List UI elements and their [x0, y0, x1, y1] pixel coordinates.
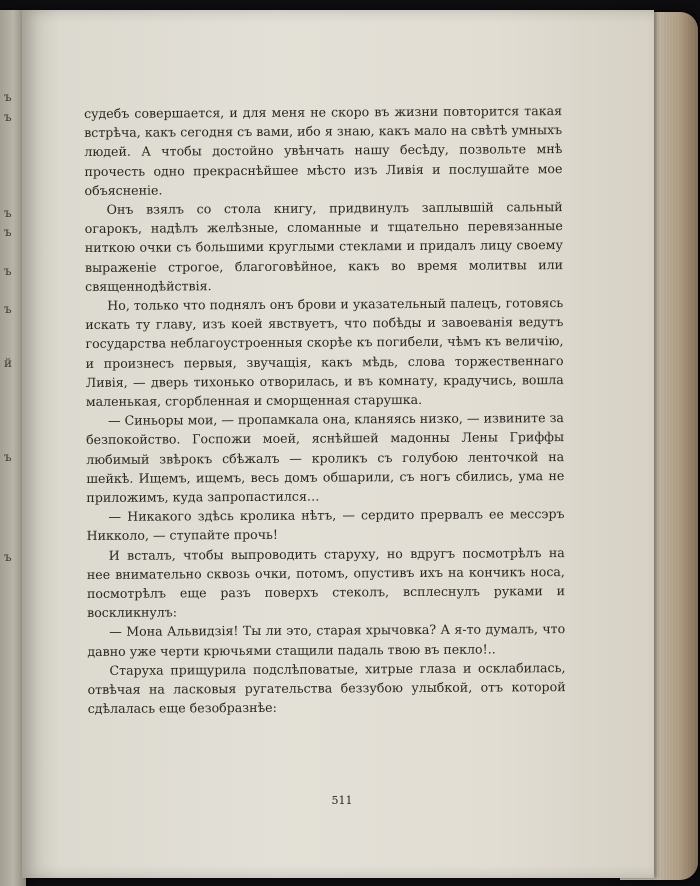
book-page — [22, 10, 654, 878]
page-text — [84, 101, 566, 718]
paragraph: Старуха прищурила подслѣповатые, хитрые глаза и осклабилась, отвѣчая на ласковыя ругательства беззубою улыбкой, отъ которой сдѣлалась еще безобразнѣе: — [87, 659, 566, 717]
page-number: 511 — [331, 794, 353, 807]
edge-letter: ъ — [4, 90, 12, 104]
paragraph: — Никакого здѣсь кролика нѣтъ, — сердито прервалъ ее мессэръ Никколо, — ступайте прочь! — [86, 506, 565, 544]
edge-letter: ъ — [4, 110, 12, 124]
paragraph: Онъ взялъ со стола книгу, придвинулъ заплывшій сальный огарокъ, надѣлъ желѣзные, сломанные и тщательно перевязанные ниткою очки съ большими круглыми стеклами и придалъ лицу своему выраженіе строгое, благоговѣйное, какъ во время молитвы или священнодѣйствія. — [84, 199, 564, 294]
paragraph: — Мона Альвидзія! Ты ли это, старая хрычовка? А я-то думалъ, что давно уже черти крючьями стащили падаль твою въ пекло!.. — [87, 621, 566, 659]
edge-letter: ъ — [4, 302, 12, 316]
edge-letter: ъ — [4, 450, 12, 464]
edge-letter: й — [4, 356, 12, 370]
edge-letter: ъ — [4, 550, 12, 564]
paragraph: — Синьоры мои, — пропамкала она, кланяясь низко, — извините за безпокойство. Госпожи моей, яснѣйшей мадонны Лены Гриффы любимый звѣрокъ сбѣжалъ — кроликъ съ голубою ленточкой на шейкѣ. Ищемъ, ищемъ, весь домъ обшарили, съ ногъ сбились, ума не приложимъ, куда запропастился… — [86, 410, 565, 506]
paragraph: судебъ совершается, и для меня не скоро въ жизни повторится такая встрѣча, какъ сегодня съ вами, ибо я знаю, какъ мало на свѣтѣ умныхъ людей. А чтобы достойно увѣнчать нашу бесѣду, позвольте мнѣ прочесть одно прекраснѣйшее мѣсто изъ Ливія и послушайте мое объясненіе. — [84, 103, 563, 198]
edge-letter: ъ — [4, 264, 12, 278]
paragraph: И всталъ, чтобы выпроводить старуху, но вдругъ посмотрѣлъ на нее внимательно сквозь очки, потомъ, опустивъ ихъ на кончикъ носа, посмотрѣлъ еще разъ поверхъ стеколъ, всплеснулъ руками и воскликнулъ: — [86, 544, 566, 621]
edge-letter: ъ — [4, 206, 12, 220]
edge-letter: ъ — [4, 225, 12, 239]
paragraph: Но, только что поднялъ онъ брови и указательный палецъ, готовясь искать ту главу, изъ коей явствуетъ, что побѣды и завоеванія ведутъ государства неблагоустроенныя скорѣе къ погибели, чѣмъ къ величію, и произнесъ первыя, звучащія, какъ мѣдь, слова торжественнаго Ливія, — дверь тихонько отворилась, и въ комнату, крадучись, вошла маленькая, сгорбленная и сморщенная старушка. — [85, 295, 564, 410]
